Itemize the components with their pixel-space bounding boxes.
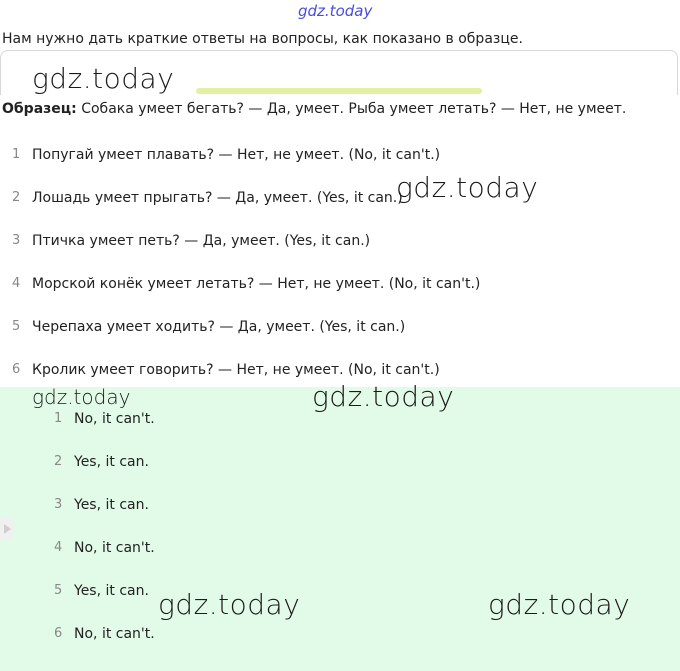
question-text: Морской конёк умеет летать? — Нет, не умеет. (No, it can't.)	[32, 276, 481, 292]
question-number: 6	[12, 362, 21, 377]
answer-number: 3	[54, 497, 63, 512]
answer-text: No, it can't.	[74, 411, 155, 427]
watermark-1: gdz.today	[32, 62, 175, 95]
watermark-5: gdz.today	[158, 588, 301, 621]
task-instruction: Нам нужно дать краткие ответы на вопросы, как показано в образце.	[2, 31, 523, 47]
answer-item	[54, 454, 149, 470]
watermark-4: gdz.today	[312, 380, 455, 413]
answer-number: 6	[54, 626, 63, 641]
watermark-top: gdz.today	[298, 2, 373, 20]
question-item	[12, 190, 403, 206]
question-text: Птичка умеет петь? — Да, умеет. (Yes, it can.)	[32, 233, 371, 249]
question-item	[12, 147, 440, 163]
question-number: 4	[12, 276, 21, 291]
question-item	[12, 233, 370, 249]
watermark-3: gdz.today	[32, 385, 131, 409]
answer-text: No, it can't.	[74, 540, 155, 556]
answer-item	[54, 497, 149, 513]
answer-text: Yes, it can.	[74, 454, 149, 470]
answer-text: No, it can't.	[74, 626, 155, 642]
example-text: Собака умеет бегать? — Да, умеет. Рыба умеет летать? — Нет, не умеет.	[76, 101, 627, 117]
question-text: Лошадь умеет прыгать? — Да, умеет. (Yes, it can.)	[32, 190, 403, 206]
question-number: 3	[12, 233, 21, 248]
question-number: 2	[12, 190, 21, 205]
question-text: Попугай умеет плавать? — Нет, не умеет. (No, it can't.)	[32, 147, 441, 163]
highlight-bar	[196, 88, 482, 94]
answer-text: Yes, it can.	[74, 497, 149, 513]
question-number: 5	[12, 319, 21, 334]
question-item	[12, 362, 440, 378]
example-line	[2, 101, 626, 117]
answer-item	[54, 626, 155, 642]
question-item	[12, 319, 405, 335]
example-label: Образец:	[2, 101, 77, 117]
answer-number: 1	[54, 411, 63, 426]
answer-number: 4	[54, 540, 63, 555]
question-text: Кролик умеет говорить? — Нет, не умеет. (No, it can't.)	[32, 362, 440, 378]
answer-item	[54, 540, 155, 556]
watermark-6: gdz.today	[488, 588, 631, 621]
question-number: 1	[12, 147, 21, 162]
watermark-2: gdz.today	[396, 171, 539, 204]
answer-text: Yes, it can.	[74, 583, 149, 599]
play-icon[interactable]	[0, 518, 14, 540]
question-text: Черепаха умеет ходить? — Да, умеет. (Yes, it can.)	[32, 319, 406, 335]
answer-number: 5	[54, 583, 63, 598]
answer-number: 2	[54, 454, 63, 469]
answer-item	[54, 411, 155, 427]
question-item	[12, 276, 480, 292]
answer-item	[54, 583, 149, 599]
